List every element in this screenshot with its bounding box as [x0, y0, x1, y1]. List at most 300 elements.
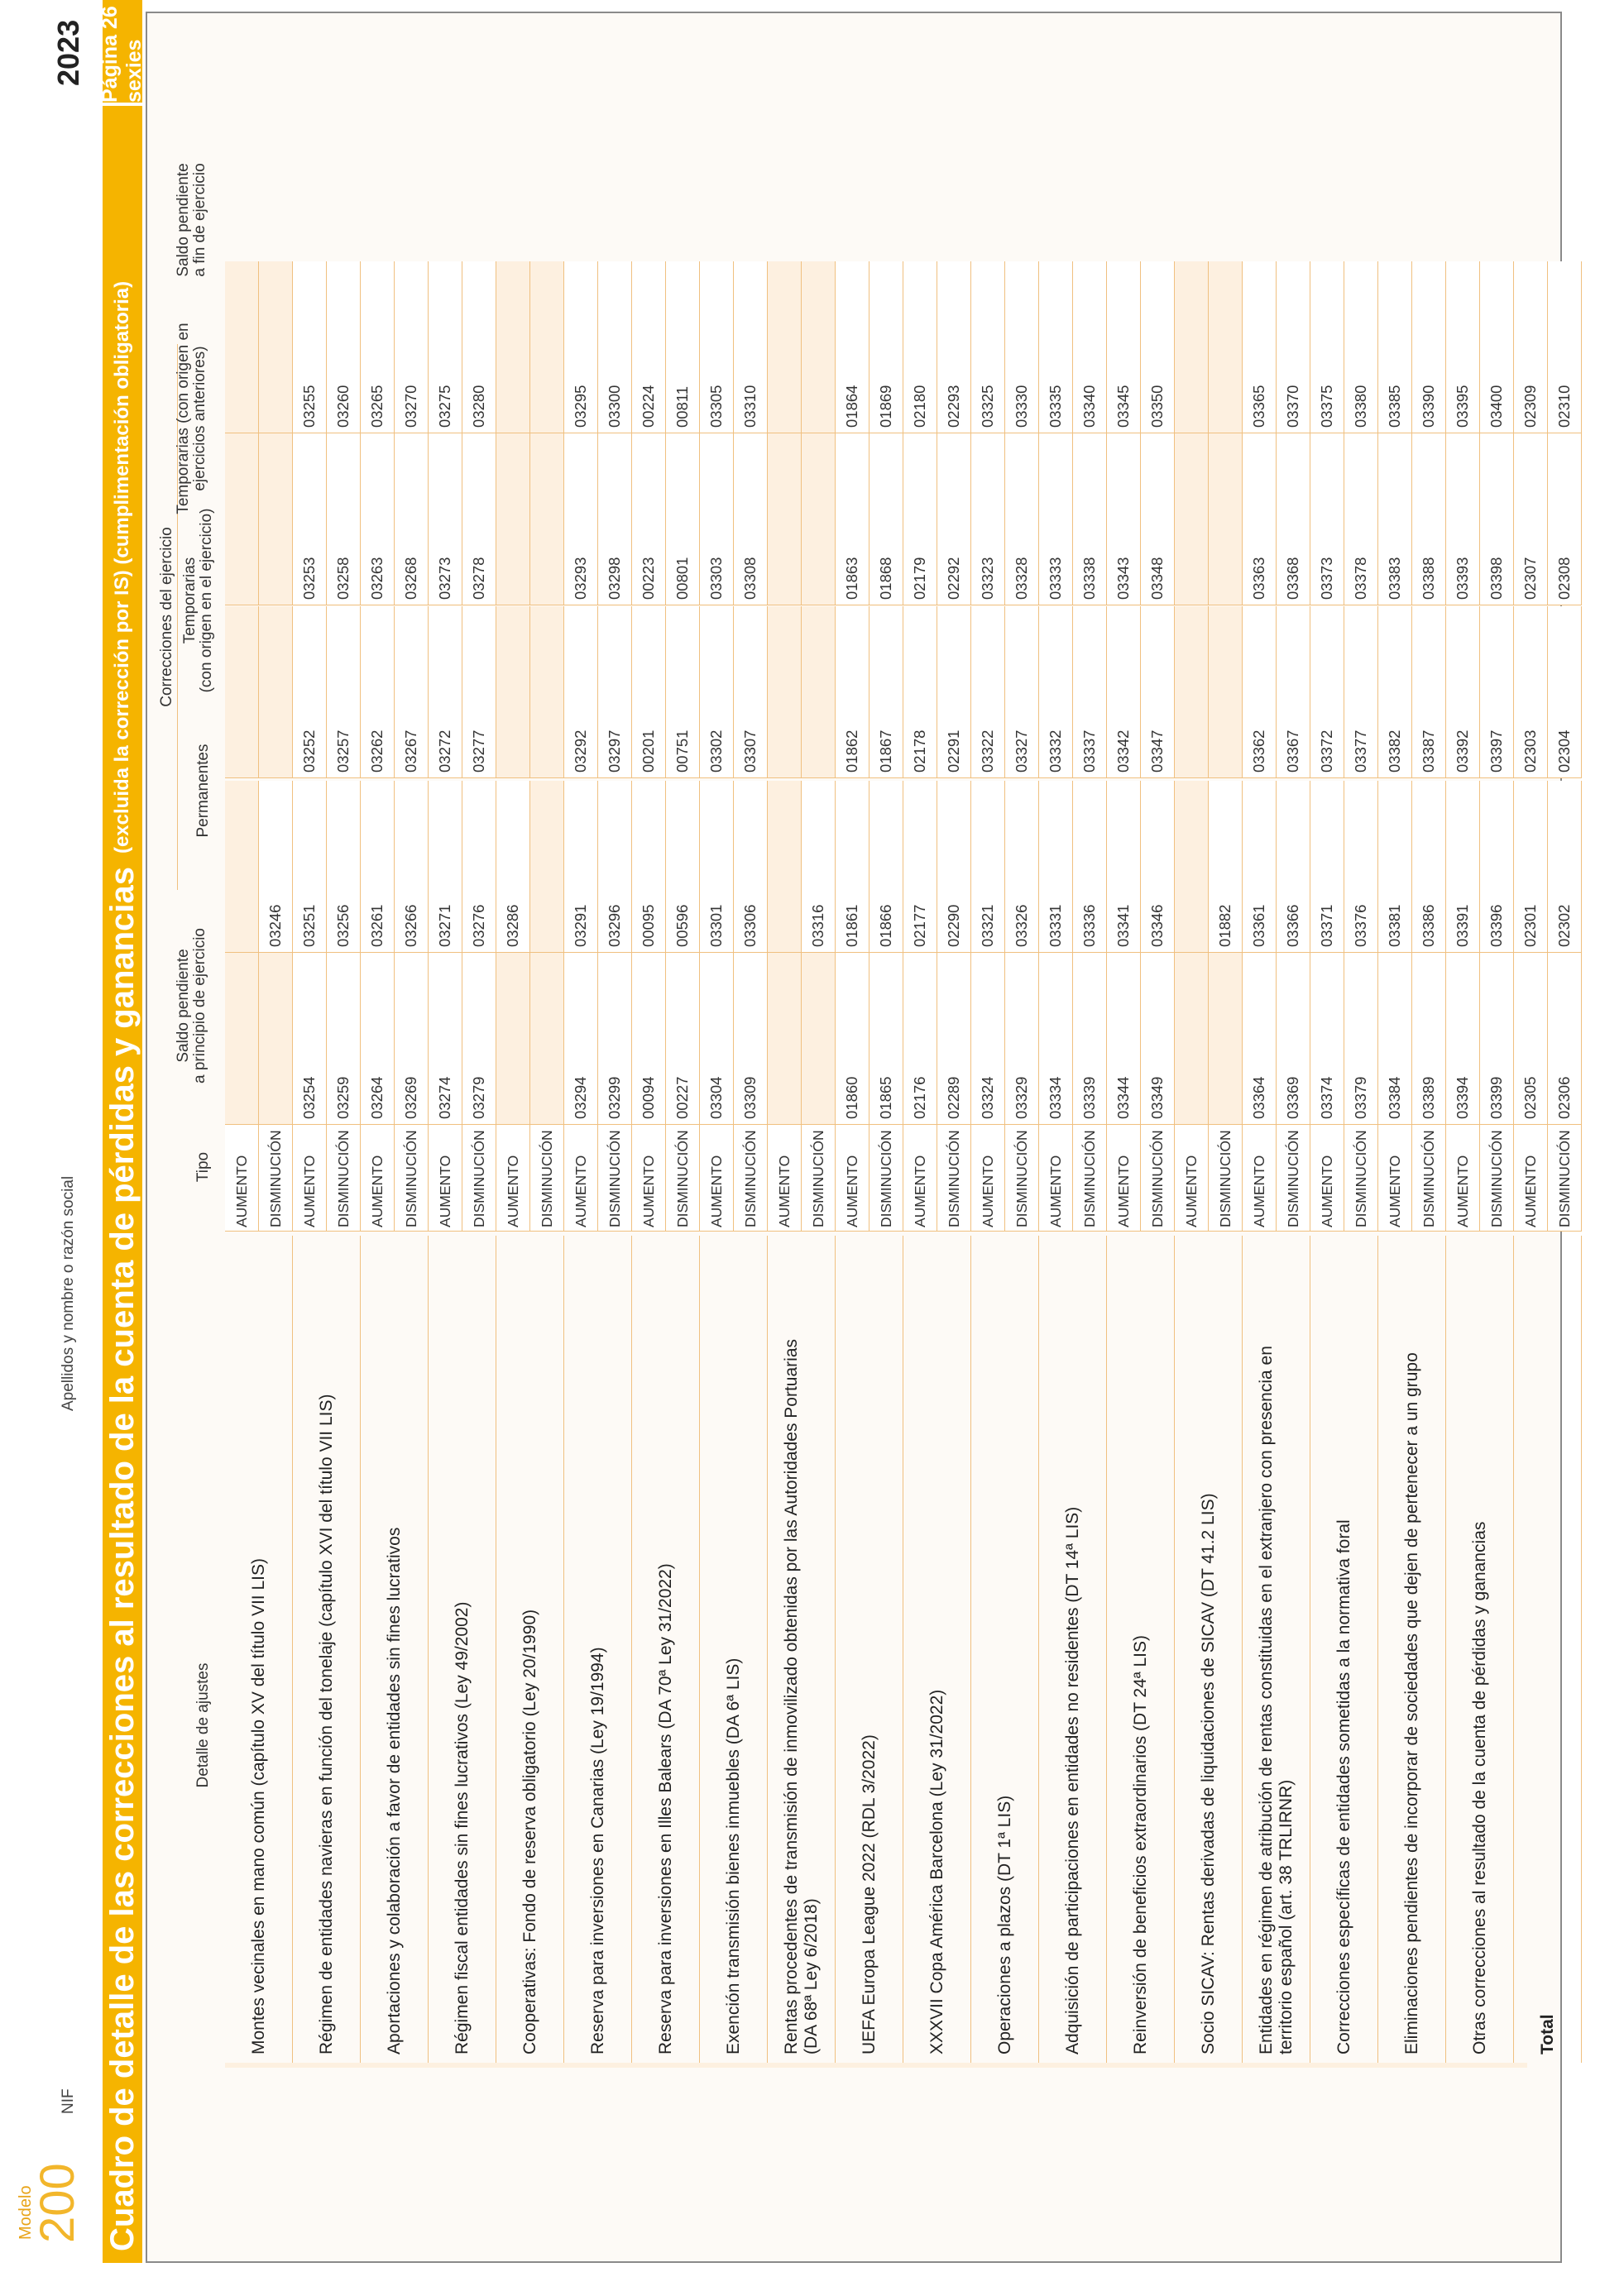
tipo-disminucion: DISMINUCIÓN	[598, 1125, 632, 1232]
casilla-03309[interactable]: 03309	[734, 953, 768, 1125]
casilla-03278[interactable]: 03278	[462, 433, 496, 605]
casilla-03347[interactable]: 03347	[1141, 606, 1175, 778]
row-label-line: Exención transmisión bienes inmuebles (DA 6ª LIS)	[724, 1657, 743, 2054]
casilla-03385[interactable]: 03385	[1378, 261, 1412, 433]
casilla-03270[interactable]: 03270	[395, 261, 429, 433]
casilla-03362[interactable]: 03362	[1243, 606, 1277, 778]
casilla-03303[interactable]: 03303	[700, 433, 734, 605]
row-label	[496, 1236, 564, 2063]
casilla-03304[interactable]: 03304	[700, 953, 734, 1125]
empty-cell	[802, 261, 836, 433]
casilla-03257[interactable]: 03257	[327, 606, 361, 778]
col-temporarias-header	[182, 501, 215, 700]
row-label-line: Régimen de entidades navieras en función del tonelaje (capítulo XVI del título VII LIS)	[317, 1394, 336, 2054]
casilla-03349[interactable]: 03349	[1141, 953, 1175, 1125]
row-label-line: Reserva para inversiones en Canarias (Ley 19/1994)	[588, 1647, 607, 2054]
empty-cell	[802, 433, 836, 605]
casilla-02301[interactable]: 02301	[1514, 781, 1548, 953]
modelo-number: 200	[31, 2163, 84, 2243]
casilla-03368[interactable]: 03368	[1277, 433, 1310, 605]
casilla-03321[interactable]: 03321	[971, 781, 1005, 953]
row-label	[1378, 1236, 1446, 2063]
empty-cell	[1209, 261, 1243, 433]
casilla-03361[interactable]: 03361	[1243, 781, 1277, 953]
row-label-line: Aportaciones y colaboración a favor de entidades sin fines lucrativos	[385, 1527, 404, 2054]
casilla-01860[interactable]: 01860	[836, 953, 869, 1125]
row-label-line: Cooperativas: Fondo de reserva obligatorio (Ley 20/1990)	[520, 1609, 539, 2054]
row-label	[836, 1236, 903, 2063]
casilla-03274[interactable]: 03274	[429, 953, 462, 1125]
casilla-03373[interactable]: 03373	[1310, 433, 1344, 605]
empty-cell	[768, 606, 802, 778]
casilla-00201[interactable]: 00201	[632, 606, 666, 778]
row-label-line: Reserva para inversiones en Illes Balears (DA 70ª Ley 31/2022)	[656, 1563, 675, 2054]
casilla-00596[interactable]: 00596	[666, 781, 700, 953]
correcciones-group-header: Correcciones del ejercicio	[158, 527, 175, 707]
casilla-03386[interactable]: 03386	[1412, 781, 1446, 953]
casilla-03254[interactable]: 03254	[293, 953, 327, 1125]
row-label	[1310, 1236, 1378, 2063]
casilla-03372[interactable]: 03372	[1310, 606, 1344, 778]
casilla-03331[interactable]: 03331	[1039, 781, 1073, 953]
casilla-03246[interactable]: 03246	[259, 781, 293, 953]
casilla-02306[interactable]: 02306	[1548, 953, 1582, 1125]
casilla-03332[interactable]: 03332	[1039, 606, 1073, 778]
casilla-03327[interactable]: 03327	[1005, 606, 1039, 778]
tipo-disminucion: DISMINUCIÓN	[734, 1125, 768, 1232]
casilla-03265[interactable]: 03265	[361, 261, 395, 433]
casilla-03338[interactable]: 03338	[1073, 433, 1107, 605]
casilla-02307[interactable]: 02307	[1514, 433, 1548, 605]
tipo-aumento: AUMENTO	[768, 1125, 802, 1232]
row-label-line: Rentas procedentes de transmisión de inmovilizado obtenidas por las Autoridades Portuarias	[782, 1339, 801, 2054]
row-label-line: Socio SICAV: Rentas derivadas de liquidaciones de SICAV (DT 41.2 LIS)	[1199, 1493, 1218, 2054]
saldo-inicio-line2: a principio de ejercicio	[191, 928, 208, 1083]
casilla-03277[interactable]: 03277	[462, 606, 496, 778]
empty-cell	[496, 606, 530, 778]
row-label-line: Correcciones específicas de entidades sometidas a la normativa foral	[1334, 1519, 1353, 2054]
casilla-03276[interactable]: 03276	[462, 781, 496, 953]
casilla-00751[interactable]: 00751	[666, 606, 700, 778]
casilla-03305[interactable]: 03305	[700, 261, 734, 433]
casilla-02290[interactable]: 02290	[937, 781, 971, 953]
casilla-03366[interactable]: 03366	[1277, 781, 1310, 953]
casilla-03297[interactable]: 03297	[598, 606, 632, 778]
casilla-03367[interactable]: 03367	[1277, 606, 1310, 778]
row-label	[1243, 1236, 1310, 2063]
casilla-03376[interactable]: 03376	[1344, 781, 1378, 953]
empty-cell	[1209, 953, 1243, 1125]
casilla-03275[interactable]: 03275	[429, 261, 462, 433]
casilla-02305[interactable]: 02305	[1514, 953, 1548, 1125]
tipo-disminucion: DISMINUCIÓN	[937, 1125, 971, 1232]
row-label-line: Entidades en régimen de atribución de rentas constituidas en el extranjero con presencia en	[1257, 1346, 1276, 2054]
casilla-03324[interactable]: 03324	[971, 953, 1005, 1125]
tipo-aumento: AUMENTO	[632, 1125, 666, 1232]
empty-cell	[768, 261, 802, 433]
casilla-03329[interactable]: 03329	[1005, 953, 1039, 1125]
casilla-03294[interactable]: 03294	[564, 953, 598, 1125]
casilla-02176[interactable]: 02176	[903, 953, 937, 1125]
casilla-03382[interactable]: 03382	[1378, 606, 1412, 778]
col-saldo-inicio-header	[175, 898, 208, 1113]
col-permanentes-header: Permanentes	[194, 744, 212, 838]
casilla-03363[interactable]: 03363	[1243, 433, 1277, 605]
casilla-03369[interactable]: 03369	[1277, 953, 1310, 1125]
left-margin-strip	[225, 2063, 1527, 2068]
col-detalle-header: Detalle de ajustes	[194, 1662, 212, 1788]
empty-cell	[1175, 433, 1209, 605]
casilla-02179[interactable]: 02179	[903, 433, 937, 605]
casilla-03364[interactable]: 03364	[1243, 953, 1277, 1125]
tipo-disminucion: DISMINUCIÓN	[1005, 1125, 1039, 1232]
casilla-03375[interactable]: 03375	[1310, 261, 1344, 433]
casilla-02310[interactable]: 02310	[1548, 261, 1582, 433]
tipo-aumento: AUMENTO	[1446, 1125, 1480, 1232]
tipo-aumento: AUMENTO	[1514, 1125, 1548, 1232]
casilla-03337[interactable]: 03337	[1073, 606, 1107, 778]
empty-cell	[530, 953, 564, 1125]
casilla-03340[interactable]: 03340	[1073, 261, 1107, 433]
casilla-03266[interactable]: 03266	[395, 781, 429, 953]
casilla-03307[interactable]: 03307	[734, 606, 768, 778]
casilla-03325[interactable]: 03325	[971, 261, 1005, 433]
casilla-02180[interactable]: 02180	[903, 261, 937, 433]
row-label	[1107, 1236, 1175, 2063]
row-label	[293, 1236, 361, 2063]
col-temporarias-ant-header	[175, 319, 208, 518]
tipo-disminucion: DISMINUCIÓN	[530, 1125, 564, 1232]
row-label-line: territorio español (art. 38 TRLIRNR)	[1277, 1779, 1296, 2054]
casilla-01864[interactable]: 01864	[836, 261, 869, 433]
page-title	[103, 106, 142, 2263]
casilla-03306[interactable]: 03306	[734, 781, 768, 953]
row-label	[768, 1236, 836, 2063]
casilla-03339[interactable]: 03339	[1073, 953, 1107, 1125]
casilla-01865[interactable]: 01865	[869, 953, 903, 1125]
casilla-03272[interactable]: 03272	[429, 606, 462, 778]
tipo-aumento: AUMENTO	[1243, 1125, 1277, 1232]
page-badge: Página 26 sexies	[103, 0, 142, 103]
casilla-03394[interactable]: 03394	[1446, 953, 1480, 1125]
row-label	[903, 1236, 971, 2063]
casilla-03299[interactable]: 03299	[598, 953, 632, 1125]
casilla-03260[interactable]: 03260	[327, 261, 361, 433]
casilla-03346[interactable]: 03346	[1141, 781, 1175, 953]
tipo-aumento: AUMENTO	[971, 1125, 1005, 1232]
temporarias-ant-line1: Temporarias (con origen en	[175, 323, 192, 514]
nif-label: NIF	[60, 2088, 77, 2114]
casilla-03268[interactable]: 03268	[395, 433, 429, 605]
col-tipo-header: Tipo	[194, 1151, 212, 1183]
tipo-disminucion: DISMINUCIÓN	[1344, 1125, 1378, 1232]
casilla-03256[interactable]: 03256	[327, 781, 361, 953]
empty-cell	[1175, 781, 1209, 953]
casilla-03322[interactable]: 03322	[971, 606, 1005, 778]
casilla-03326[interactable]: 03326	[1005, 781, 1039, 953]
casilla-03291[interactable]: 03291	[564, 781, 598, 953]
row-label	[971, 1236, 1039, 2063]
temporarias-line2: (con origen en el ejercicio)	[198, 508, 215, 693]
row-label-line: Reinversión de beneficios extraordinarios (DT 24ª LIS)	[1131, 1635, 1150, 2054]
empty-cell	[225, 781, 259, 953]
casilla-02308[interactable]: 02308	[1548, 433, 1582, 605]
row-label	[564, 1236, 632, 2063]
casilla-02289[interactable]: 02289	[937, 953, 971, 1125]
title-main: Cuadro de detalle de las correcciones al resultado de la cuenta de pérdidas y ganancias	[103, 867, 141, 2251]
casilla-00094[interactable]: 00094	[632, 953, 666, 1125]
tipo-disminucion: DISMINUCIÓN	[1209, 1125, 1243, 1232]
row-label-line: Operaciones a plazos (DT 1ª LIS)	[995, 1795, 1014, 2054]
row-label-line: XXXVII Copa América Barcelona (Ley 31/2022)	[927, 1689, 946, 2054]
casilla-03310[interactable]: 03310	[734, 261, 768, 433]
casilla-03334[interactable]: 03334	[1039, 953, 1073, 1125]
casilla-03251[interactable]: 03251	[293, 781, 327, 953]
casilla-03397[interactable]: 03397	[1480, 606, 1514, 778]
casilla-03333[interactable]: 03333	[1039, 433, 1073, 605]
casilla-03280[interactable]: 03280	[462, 261, 496, 433]
casilla-02309[interactable]: 02309	[1514, 261, 1548, 433]
row-label-line: Eliminaciones pendientes de incorporar de sociedades que dejen de pertenecer a un grupo	[1402, 1352, 1421, 2054]
empty-cell	[768, 781, 802, 953]
casilla-02303[interactable]: 02303	[1514, 606, 1548, 778]
tipo-aumento: AUMENTO	[225, 1125, 259, 1232]
casilla-03259[interactable]: 03259	[327, 953, 361, 1125]
casilla-03377[interactable]: 03377	[1344, 606, 1378, 778]
casilla-03399[interactable]: 03399	[1480, 953, 1514, 1125]
casilla-03341[interactable]: 03341	[1107, 781, 1141, 953]
saldo-inicio-line1: Saldo pendiente	[175, 949, 192, 1063]
casilla-03365[interactable]: 03365	[1243, 261, 1277, 433]
casilla-03336[interactable]: 03336	[1073, 781, 1107, 953]
casilla-03389[interactable]: 03389	[1412, 953, 1446, 1125]
casilla-02291[interactable]: 02291	[937, 606, 971, 778]
empty-cell	[225, 261, 259, 433]
casilla-03380[interactable]: 03380	[1344, 261, 1378, 433]
casilla-01863[interactable]: 01863	[836, 433, 869, 605]
tipo-aumento: AUMENTO	[1039, 1125, 1073, 1232]
tipo-disminucion: DISMINUCIÓN	[1480, 1125, 1514, 1232]
empty-cell	[1209, 606, 1243, 778]
title-sub: (excluida la corrección por IS) (cumplimentación obligatoria)	[111, 280, 133, 854]
tipo-aumento: AUMENTO	[1378, 1125, 1412, 1232]
empty-cell	[802, 606, 836, 778]
casilla-03400[interactable]: 03400	[1480, 261, 1514, 433]
tipo-disminucion: DISMINUCIÓN	[327, 1125, 361, 1232]
casilla-03374[interactable]: 03374	[1310, 953, 1344, 1125]
casilla-03395[interactable]: 03395	[1446, 261, 1480, 433]
casilla-03273[interactable]: 03273	[429, 433, 462, 605]
row-separator	[1581, 1236, 1582, 2063]
empty-cell	[530, 261, 564, 433]
casilla-00227[interactable]: 00227	[666, 953, 700, 1125]
casilla-03308[interactable]: 03308	[734, 433, 768, 605]
casilla-03391[interactable]: 03391	[1446, 781, 1480, 953]
tipo-aumento: AUMENTO	[836, 1125, 869, 1232]
tipo-disminucion: DISMINUCIÓN	[395, 1125, 429, 1232]
casilla-03378[interactable]: 03378	[1344, 433, 1378, 605]
temporarias-ant-line2: ejercicios anteriores)	[191, 346, 208, 491]
tipo-disminucion: DISMINUCIÓN	[1277, 1125, 1310, 1232]
tipo-disminucion: DISMINUCIÓN	[802, 1125, 836, 1232]
tipo-aumento: AUMENTO	[1107, 1125, 1141, 1232]
col-saldo-fin-header	[175, 112, 208, 328]
casilla-01867[interactable]: 01867	[869, 606, 903, 778]
casilla-03286[interactable]: 03286	[496, 781, 530, 953]
casilla-02293[interactable]: 02293	[937, 261, 971, 433]
empty-cell	[259, 261, 293, 433]
casilla-01869[interactable]: 01869	[869, 261, 903, 433]
empty-cell	[530, 781, 564, 953]
casilla-00811[interactable]: 00811	[666, 261, 700, 433]
tipo-disminucion: DISMINUCIÓN	[462, 1125, 496, 1232]
casilla-03267[interactable]: 03267	[395, 606, 429, 778]
casilla-02302[interactable]: 02302	[1548, 781, 1582, 953]
casilla-03296[interactable]: 03296	[598, 781, 632, 953]
casilla-01868[interactable]: 01868	[869, 433, 903, 605]
empty-cell	[259, 606, 293, 778]
tipo-disminucion: DISMINUCIÓN	[869, 1125, 903, 1232]
casilla-02304[interactable]: 02304	[1548, 606, 1582, 778]
saldo-fin-line2: a fin de ejercicio	[191, 163, 208, 277]
casilla-03271[interactable]: 03271	[429, 781, 462, 953]
casilla-03345[interactable]: 03345	[1107, 261, 1141, 433]
empty-cell	[1175, 606, 1209, 778]
casilla-03295[interactable]: 03295	[564, 261, 598, 433]
casilla-03316[interactable]: 03316	[802, 781, 836, 953]
name-label: Apellidos y nombre o razón social	[60, 1175, 77, 1411]
tipo-disminucion: DISMINUCIÓN	[666, 1125, 700, 1232]
casilla-03398[interactable]: 03398	[1480, 433, 1514, 605]
casilla-03371[interactable]: 03371	[1310, 781, 1344, 953]
casilla-02292[interactable]: 02292	[937, 433, 971, 605]
casilla-03262[interactable]: 03262	[361, 606, 395, 778]
row-label	[632, 1236, 700, 2063]
row-label	[1446, 1236, 1514, 2063]
casilla-03387[interactable]: 03387	[1412, 606, 1446, 778]
casilla-03390[interactable]: 03390	[1412, 261, 1446, 433]
casilla-03255[interactable]: 03255	[293, 261, 327, 433]
empty-cell	[496, 261, 530, 433]
casilla-03269[interactable]: 03269	[395, 953, 429, 1125]
casilla-03381[interactable]: 03381	[1378, 781, 1412, 953]
casilla-03350[interactable]: 03350	[1141, 261, 1175, 433]
casilla-03330[interactable]: 03330	[1005, 261, 1039, 433]
casilla-03344[interactable]: 03344	[1107, 953, 1141, 1125]
casilla-03348[interactable]: 03348	[1141, 433, 1175, 605]
casilla-03298[interactable]: 03298	[598, 433, 632, 605]
casilla-00224[interactable]: 00224	[632, 261, 666, 433]
tipo-aumento: AUMENTO	[700, 1125, 734, 1232]
tipo-aumento: AUMENTO	[903, 1125, 937, 1232]
casilla-03300[interactable]: 03300	[598, 261, 632, 433]
casilla-03301[interactable]: 03301	[700, 781, 734, 953]
tipo-aumento: AUMENTO	[564, 1125, 598, 1232]
empty-cell	[1209, 433, 1243, 605]
tipo-aumento: AUMENTO	[429, 1125, 462, 1232]
tipo-aumento: AUMENTO	[1175, 1125, 1209, 1232]
casilla-03396[interactable]: 03396	[1480, 781, 1514, 953]
name-field[interactable]	[79, 170, 98, 1411]
tipo-disminucion: DISMINUCIÓN	[1141, 1125, 1175, 1232]
casilla-03263[interactable]: 03263	[361, 433, 395, 605]
tipo-disminucion: DISMINUCIÓN	[259, 1125, 293, 1232]
empty-cell	[530, 433, 564, 605]
casilla-01861[interactable]: 01861	[836, 781, 869, 953]
casilla-01866[interactable]: 01866	[869, 781, 903, 953]
row-label-line: Montes vecinales en mano común (capítulo XV del título VII LIS)	[249, 1558, 268, 2054]
empty-cell	[496, 953, 530, 1125]
casilla-00223[interactable]: 00223	[632, 433, 666, 605]
casilla-00801[interactable]: 00801	[666, 433, 700, 605]
row-label	[1039, 1236, 1107, 2063]
casilla-03261[interactable]: 03261	[361, 781, 395, 953]
casilla-03264[interactable]: 03264	[361, 953, 395, 1125]
tipo-aumento: AUMENTO	[361, 1125, 395, 1232]
empty-cell	[1175, 261, 1209, 433]
casilla-02177[interactable]: 02177	[903, 781, 937, 953]
empty-cell	[496, 433, 530, 605]
empty-cell	[802, 953, 836, 1125]
casilla-03343[interactable]: 03343	[1107, 433, 1141, 605]
empty-cell	[225, 606, 259, 778]
row-label-line: (DA 68ª Ley 6/2018)	[802, 1898, 821, 2054]
casilla-03302[interactable]: 03302	[700, 606, 734, 778]
nif-field[interactable]	[79, 1676, 98, 2114]
row-label	[1175, 1236, 1243, 2063]
empty-cell	[768, 953, 802, 1125]
casilla-03384[interactable]: 03384	[1378, 953, 1412, 1125]
casilla-03379[interactable]: 03379	[1344, 953, 1378, 1125]
casilla-03342[interactable]: 03342	[1107, 606, 1141, 778]
casilla-03252[interactable]: 03252	[293, 606, 327, 778]
casilla-03258[interactable]: 03258	[327, 433, 361, 605]
casilla-00095[interactable]: 00095	[632, 781, 666, 953]
casilla-03335[interactable]: 03335	[1039, 261, 1073, 433]
casilla-01862[interactable]: 01862	[836, 606, 869, 778]
casilla-03293[interactable]: 03293	[564, 433, 598, 605]
tipo-aumento: AUMENTO	[496, 1125, 530, 1232]
row-label-line: Otras correcciones al resultado de la cuenta de pérdidas y ganancias	[1470, 1521, 1489, 2054]
casilla-03392[interactable]: 03392	[1446, 606, 1480, 778]
casilla-02178[interactable]: 02178	[903, 606, 937, 778]
casilla-03393[interactable]: 03393	[1446, 433, 1480, 605]
temporarias-line1: Temporarias	[181, 557, 199, 644]
row-label	[225, 1236, 293, 2063]
casilla-03279[interactable]: 03279	[462, 953, 496, 1125]
row-label	[429, 1236, 496, 2063]
empty-cell	[225, 953, 259, 1125]
empty-cell	[259, 953, 293, 1125]
casilla-03253[interactable]: 03253	[293, 433, 327, 605]
row-label-line: Total	[1538, 2014, 1557, 2054]
tipo-disminucion: DISMINUCIÓN	[1073, 1125, 1107, 1232]
row-label	[361, 1236, 429, 2063]
empty-cell	[259, 433, 293, 605]
casilla-03388[interactable]: 03388	[1412, 433, 1446, 605]
tipo-disminucion: DISMINUCIÓN	[1548, 1125, 1582, 1232]
row-label-line: Adquisición de participaciones en entidades no residentes (DT 14ª LIS)	[1063, 1506, 1082, 2054]
casilla-03323[interactable]: 03323	[971, 433, 1005, 605]
casilla-01882[interactable]: 01882	[1209, 781, 1243, 953]
casilla-03383[interactable]: 03383	[1378, 433, 1412, 605]
casilla-03370[interactable]: 03370	[1277, 261, 1310, 433]
casilla-03328[interactable]: 03328	[1005, 433, 1039, 605]
saldo-fin-line1: Saldo pendiente	[175, 163, 192, 277]
tipo-aumento: AUMENTO	[1310, 1125, 1344, 1232]
row-label	[700, 1236, 768, 2063]
casilla-03292[interactable]: 03292	[564, 606, 598, 778]
